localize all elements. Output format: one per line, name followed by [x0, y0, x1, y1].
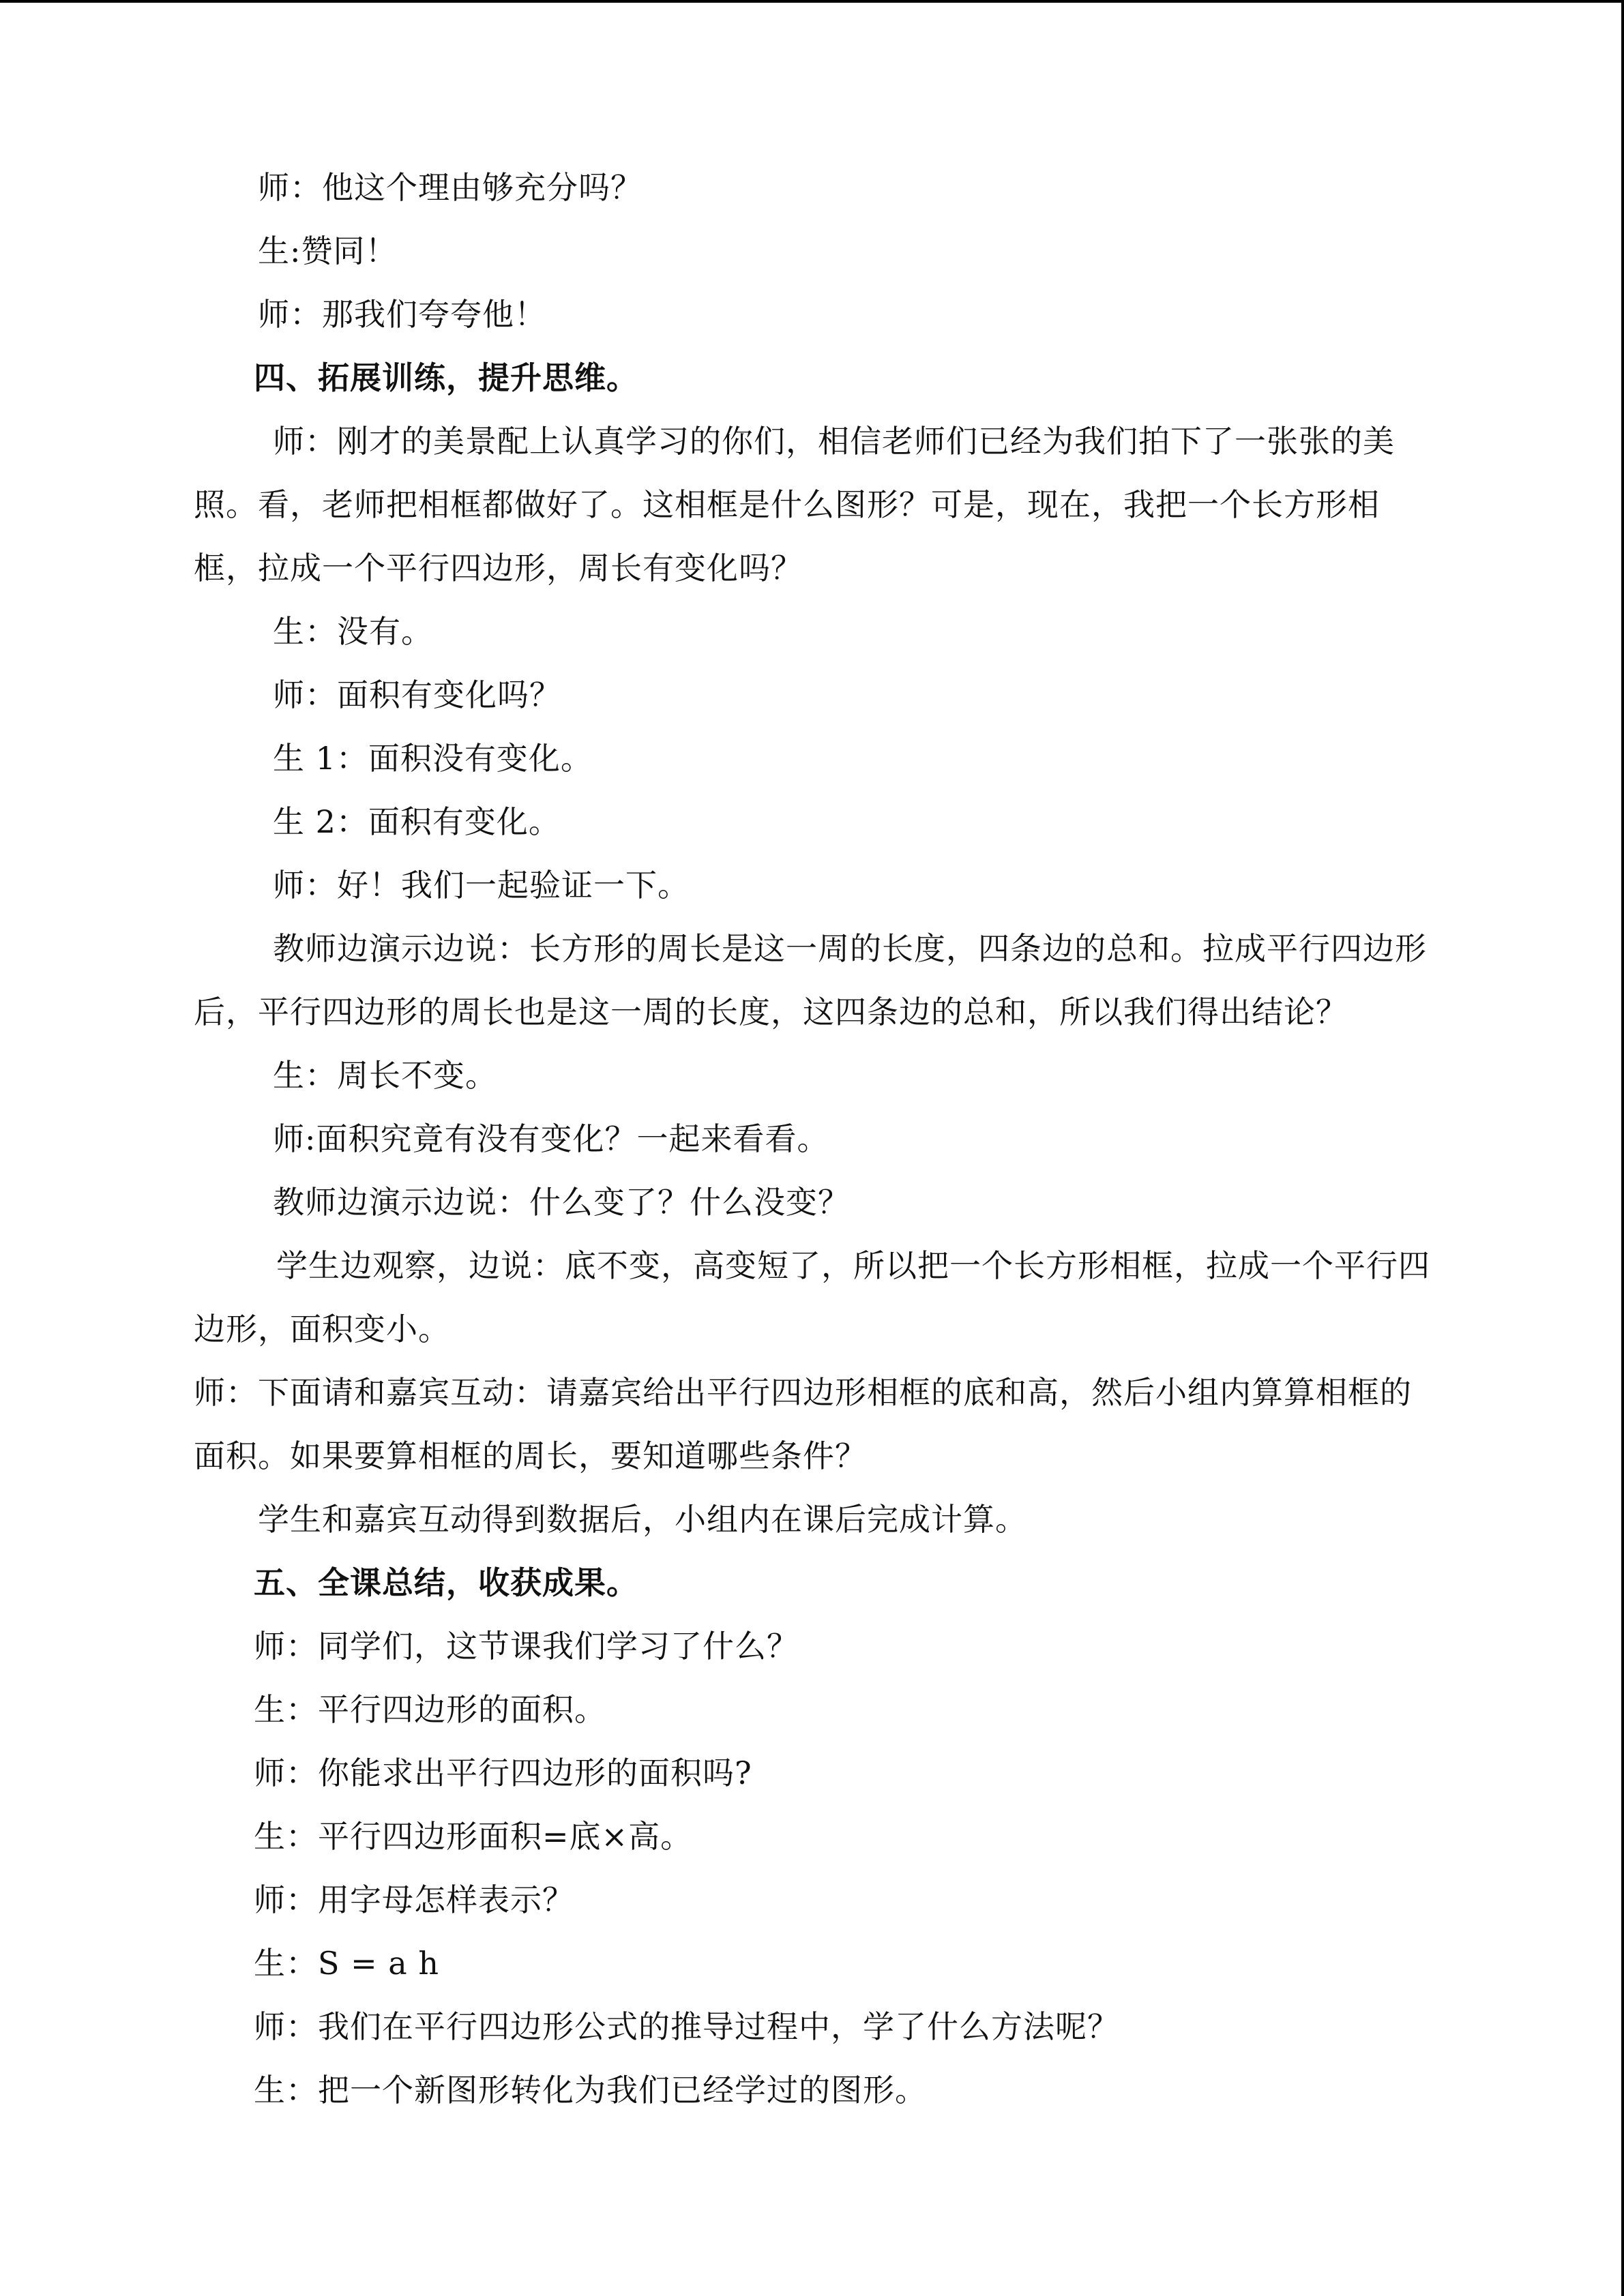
formula-line: 生：S = a h	[254, 1945, 439, 1982]
section-heading: 四、拓展训练，提升思维。	[254, 359, 638, 396]
text-line: 生：没有。	[273, 613, 433, 650]
text-line: 框，拉成一个平行四边形，周长有变化吗？	[194, 550, 803, 586]
text-line: 照。看，老师把相框都做好了。这相框是什么图形？可是，现在，我把一个长方形相	[194, 486, 1380, 523]
text-line: 师：面积有变化吗？	[273, 676, 561, 713]
text-line: 教师边演示边说：什么变了？什么没变？	[273, 1184, 850, 1221]
text-line: 生 2：面积有变化。	[273, 803, 561, 840]
text-line: 生:赞同！	[258, 233, 398, 269]
text-line: 师：好！我们一起验证一下。	[273, 867, 690, 904]
text-line: 生 1：面积没有变化。	[273, 740, 593, 777]
text-line: 学生边观察，边说：底不变，高变短了，所以把一个长方形相框，拉成一个平行四	[276, 1247, 1430, 1284]
text-line: 边形，面积变小。	[194, 1311, 450, 1347]
text-line: 生：平行四边形面积=底×高。	[254, 1818, 693, 1855]
text-line: 师：那我们夸夸他！	[258, 296, 546, 333]
text-line: 生：把一个新图形转化为我们已经学过的图形。	[254, 2072, 927, 2108]
text-line: 生：周长不变。	[273, 1057, 497, 1094]
text-line: 师：用字母怎样表示？	[254, 1881, 574, 1918]
text-line: 师：下面请和嘉宾互动：请嘉宾给出平行四边形相框的底和高，然后小组内算算相框的	[194, 1374, 1412, 1411]
text-line: 面积。如果要算相框的周长，要知道哪些条件？	[194, 1437, 867, 1474]
text-line: 后，平行四边形的周长也是这一周的长度，这四条边的总和，所以我们得出结论？	[194, 994, 1348, 1030]
text-line: 教师边演示边说：长方形的周长是这一周的长度，四条边的总和。拉成平行四边形	[273, 930, 1427, 967]
text-line: 生：平行四边形的面积。	[254, 1691, 606, 1728]
text-line: 师：他这个理由够充分吗？	[258, 169, 643, 206]
text-line: 学生和嘉宾互动得到数据后，小组内在课后完成计算。	[258, 1501, 1027, 1538]
text-line: 师：刚才的美景配上认真学习的你们，相信老师们已经为我们拍下了一张张的美	[273, 423, 1395, 460]
text-line: 师:面积究竟有没有变化？一起来看看。	[273, 1120, 829, 1157]
text-line: 师：你能求出平行四边形的面积吗?	[254, 1755, 752, 1791]
text-line: 师：同学们，这节课我们学习了什么？	[254, 1628, 799, 1665]
section-heading: 五、全课总结，收获成果。	[254, 1564, 638, 1601]
text-line: 师：我们在平行四边形公式的推导过程中，学了什么方法呢？	[254, 2008, 1119, 2045]
